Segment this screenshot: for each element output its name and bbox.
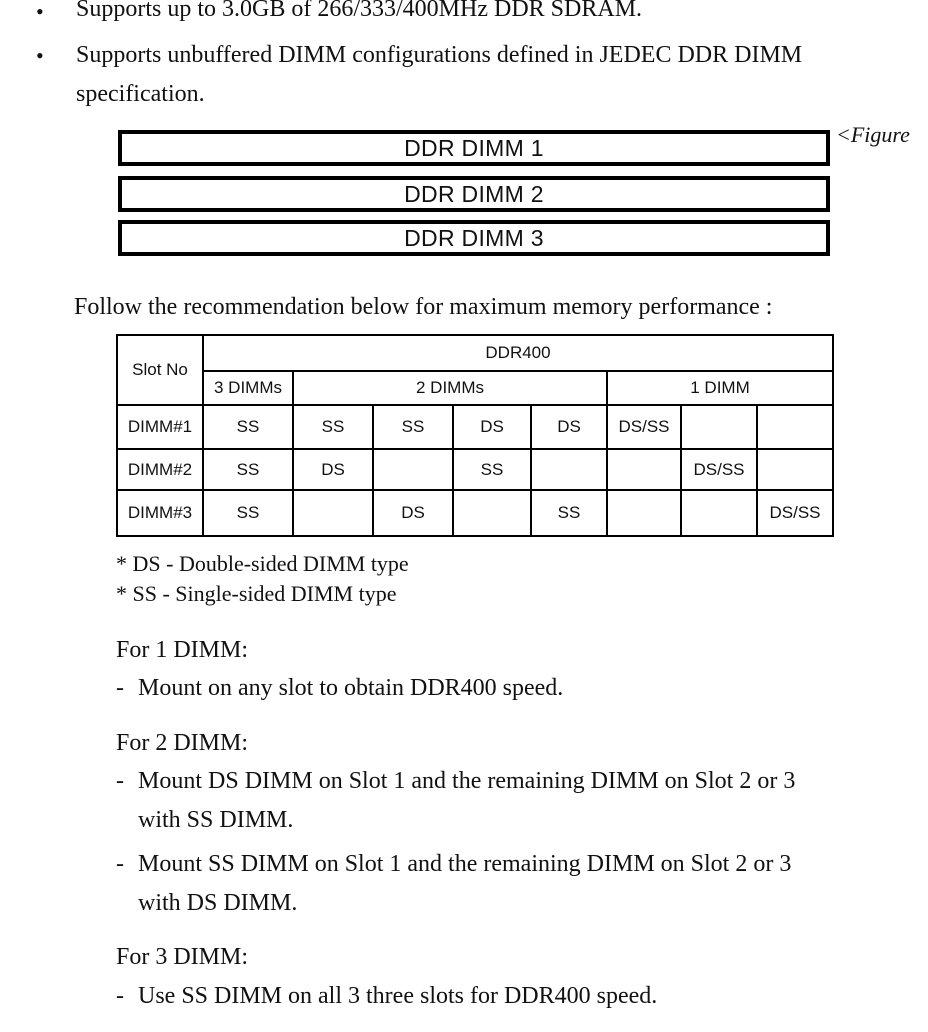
table-cell	[607, 449, 681, 490]
section-2-dimm-item-2-cont: with DS DIMM.	[138, 890, 298, 916]
table-row	[117, 449, 833, 490]
table-cell	[757, 405, 833, 449]
bullet-dot: •	[36, 43, 44, 68]
group-2-dimms: 2 DIMMs	[293, 371, 607, 405]
section-1-dimm-heading: For 1 DIMM:	[116, 637, 249, 663]
section-3-dimm-heading: For 3 DIMM:	[116, 944, 249, 970]
group-1-dimm: 1 DIMM	[607, 371, 833, 405]
recommendation-intro: Follow the recommendation below for maximum memory performance :	[74, 294, 773, 320]
bullet-dot: •	[36, 0, 44, 24]
feature-unbuffered-dimm: Supports unbuffered DIMM configurations defined in JEDEC DDR DIMM	[76, 42, 803, 68]
table-cell: SS	[293, 405, 373, 449]
slot-label: DIMM#2	[117, 449, 203, 490]
table-cell: DS	[453, 405, 531, 449]
table-cell: DS/SS	[681, 449, 757, 490]
table-cell	[531, 449, 607, 490]
note-double-sided: * DS - Double-sided DIMM type	[116, 551, 409, 576]
note-single-sided: * SS - Single-sided DIMM type	[116, 581, 397, 606]
table-cell: DS/SS	[607, 405, 681, 449]
ddr400-header: DDR400	[203, 335, 833, 371]
section-2-dimm-item-1: Mount DS DIMM on Slot 1 and the remaining DIMM on Slot 2 or 3	[138, 768, 796, 794]
memory-config-table	[116, 334, 834, 537]
table-cell: DS	[293, 449, 373, 490]
slot-label: DIMM#1	[117, 405, 203, 449]
slot-label: DIMM#3	[117, 490, 203, 536]
table-cell: DS/SS	[757, 490, 833, 536]
table-cell	[681, 490, 757, 536]
table-row	[117, 405, 833, 449]
dimm-slot-2: DDR DIMM 2	[118, 176, 830, 212]
table-cell: SS	[453, 449, 531, 490]
dash-marker: -	[116, 768, 124, 794]
feature-unbuffered-dimm-cont: specification.	[76, 81, 205, 107]
table-cell	[293, 490, 373, 536]
dash-marker: -	[116, 675, 124, 701]
table-cell: SS	[373, 405, 453, 449]
table-group-row	[117, 371, 833, 405]
table-cell: SS	[203, 490, 293, 536]
table-cell: DS	[531, 405, 607, 449]
table-cell	[757, 449, 833, 490]
group-3-dimms: 3 DIMMs	[203, 371, 293, 405]
dimm-slot-1: DDR DIMM 1	[118, 130, 830, 166]
section-1-dimm-item: Mount on any slot to obtain DDR400 speed.	[138, 675, 564, 701]
table-cell	[373, 449, 453, 490]
table-cell	[607, 490, 681, 536]
table-header-row	[117, 335, 833, 371]
section-3-dimm-item: Use SS DIMM on all 3 three slots for DDR400 speed.	[138, 983, 658, 1009]
table-cell	[453, 490, 531, 536]
section-2-dimm-item-2: Mount SS DIMM on Slot 1 and the remaining DIMM on Slot 2 or 3	[138, 851, 792, 877]
table-cell: SS	[203, 405, 293, 449]
figure-reference: <Figure	[836, 122, 910, 147]
table-cell: SS	[531, 490, 607, 536]
section-2-dimm-heading: For 2 DIMM:	[116, 730, 249, 756]
table-cell	[681, 405, 757, 449]
slot-no-header: Slot No	[117, 335, 203, 405]
section-2-dimm-item-1-cont: with SS DIMM.	[138, 807, 294, 833]
dimm-slot-3: DDR DIMM 3	[118, 220, 830, 256]
table-cell: DS	[373, 490, 453, 536]
feature-memory-capacity: Supports up to 3.0GB of 266/333/400MHz DDR SDRAM.	[76, 0, 643, 22]
dash-marker: -	[116, 851, 124, 877]
table-row	[117, 490, 833, 536]
table-cell: SS	[203, 449, 293, 490]
dash-marker: -	[116, 983, 124, 1009]
